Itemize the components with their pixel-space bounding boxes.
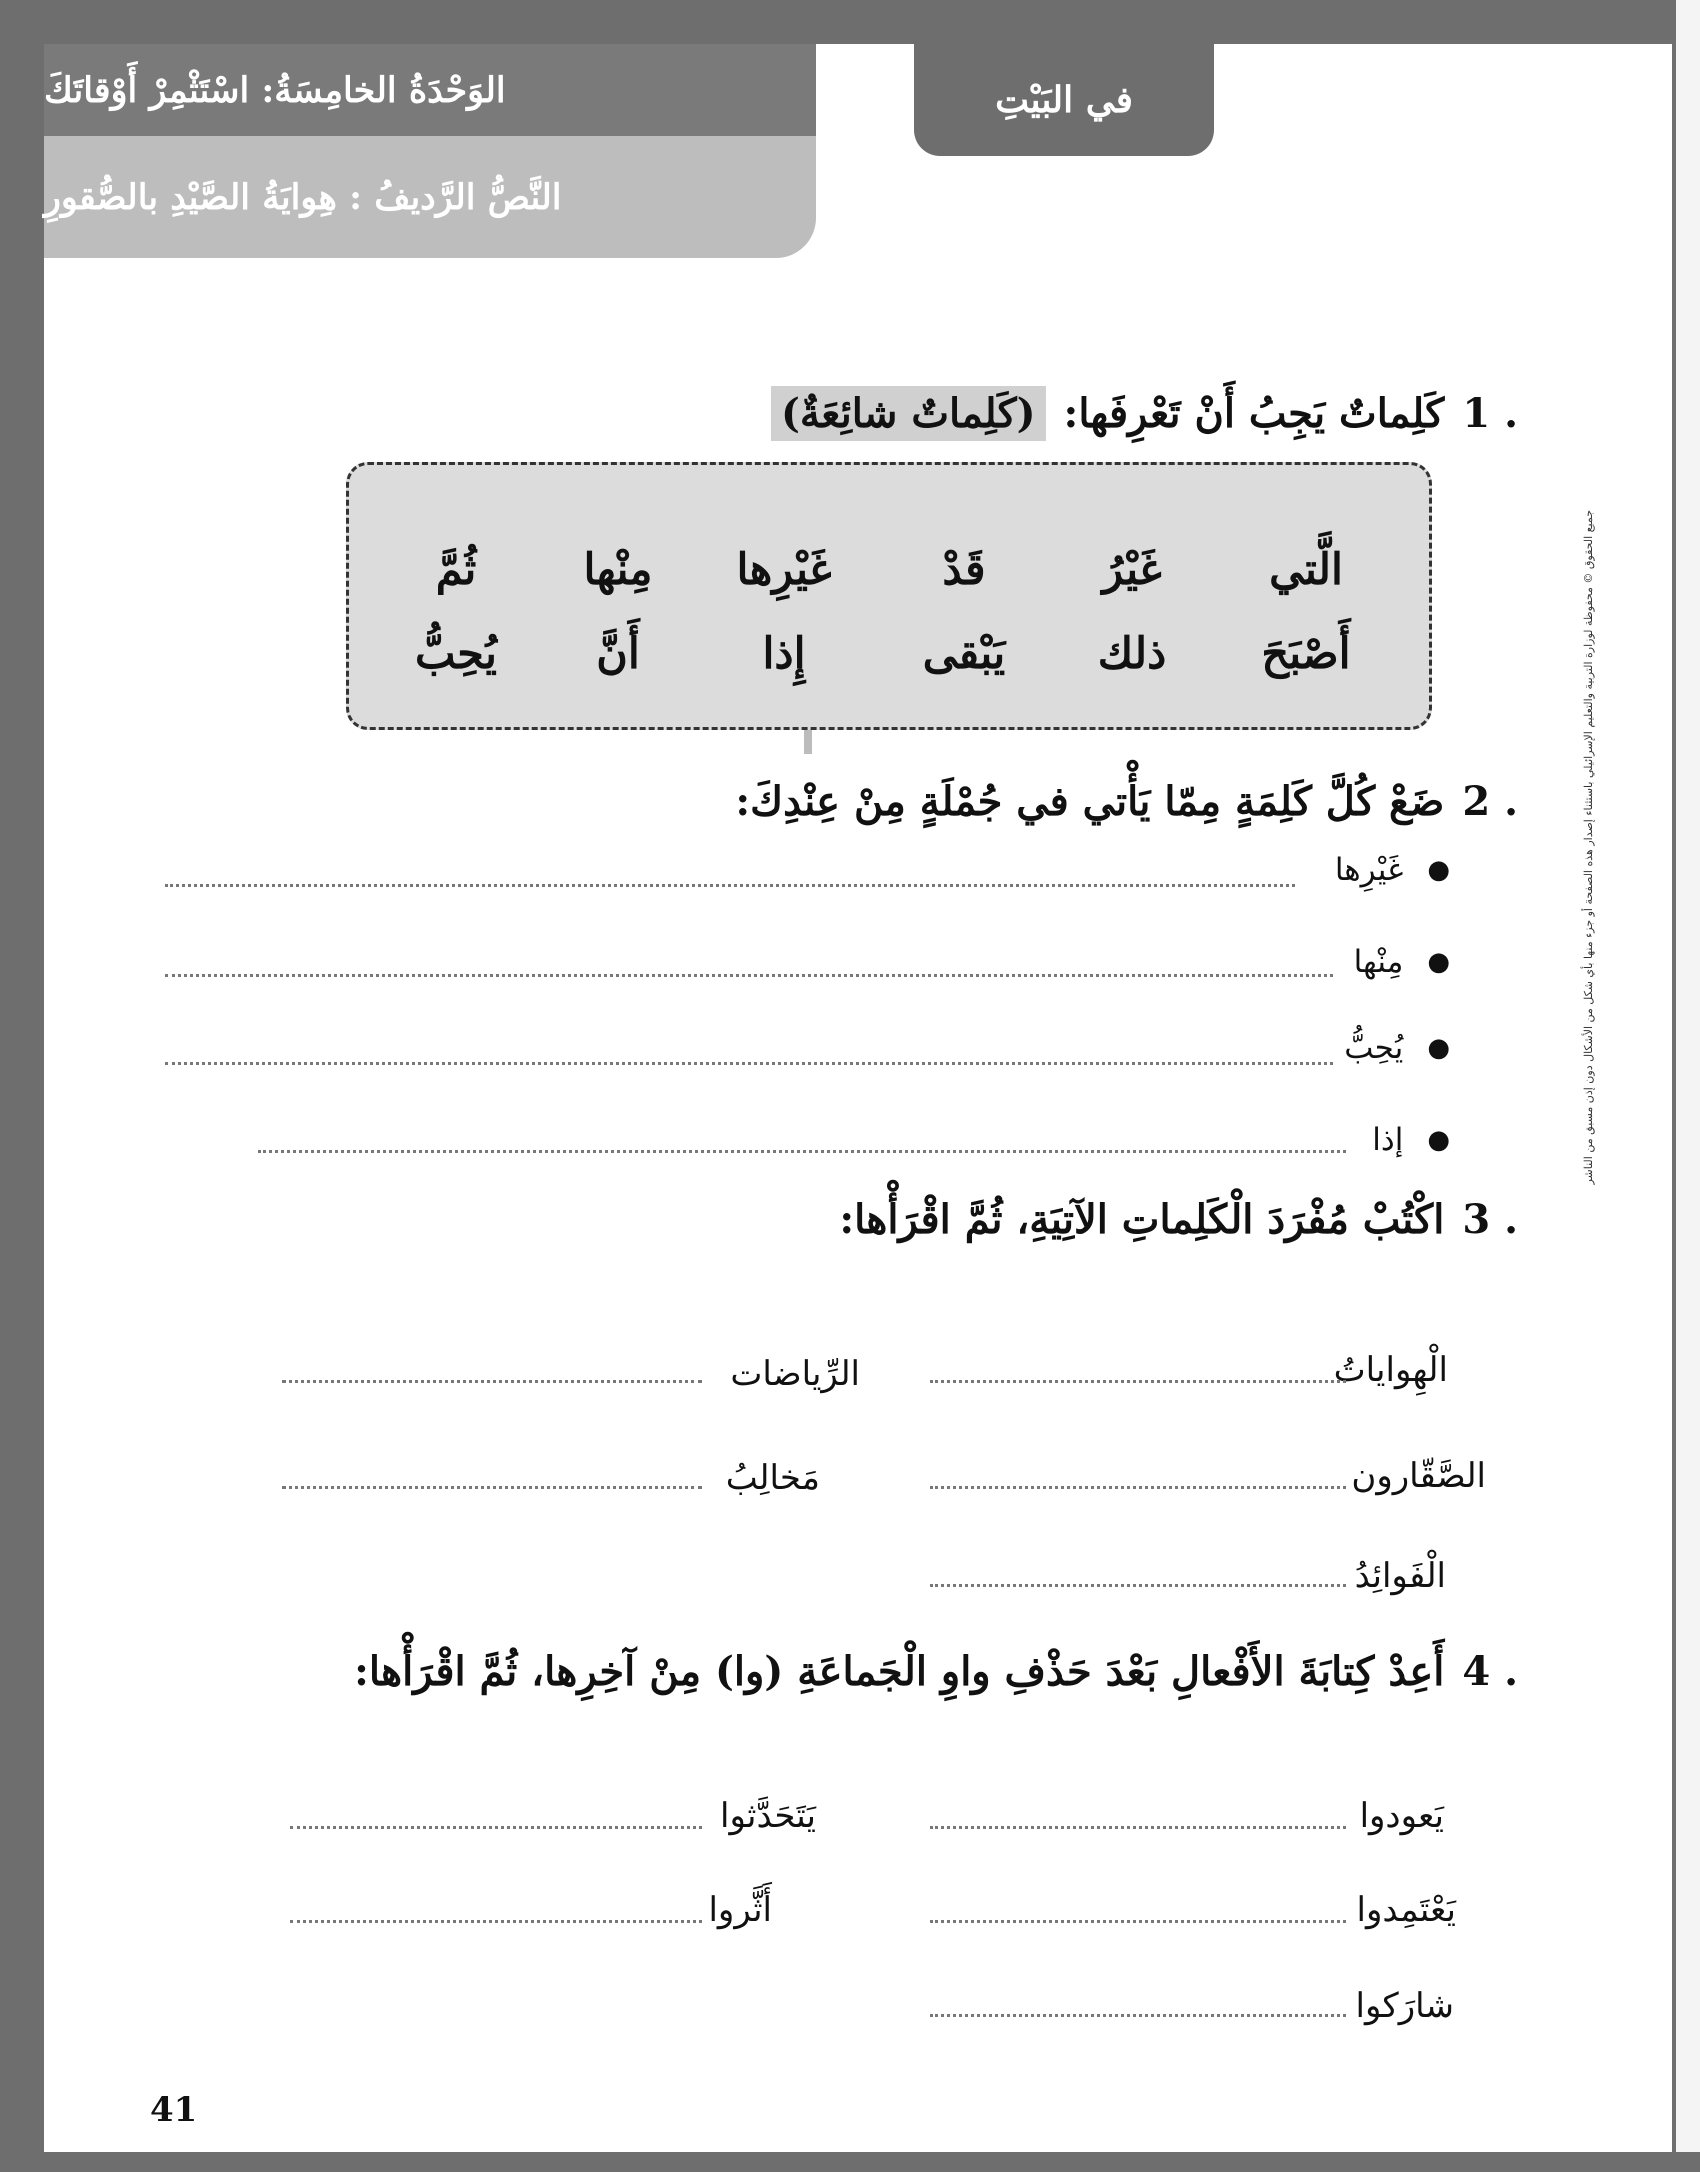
right-frame-line [1672,0,1676,2172]
page-number: 41 [150,2090,198,2130]
question-prompt: ضَعْ كُلَّ كَلِمَةٍ مِمّا يَأْتي في جُمْلَةٍ مِنْ عِنْدِكَ: [735,778,1445,825]
list-item-word: إذا [1372,1122,1404,1158]
answer-line[interactable] [258,1150,1346,1153]
word: ثُمَّ [435,545,477,595]
bullet-icon: ● [1427,1125,1450,1155]
bullet-icon: ● [1427,947,1450,977]
unit-header-bar [44,44,816,136]
bottom-frame-bar [0,2152,1700,2172]
word-entry: يَعودوا [1359,1796,1444,1836]
answer-line[interactable] [165,974,1333,977]
word: أَنَّ [596,629,640,679]
list-item [1354,944,1450,980]
answer-line[interactable] [282,1380,702,1383]
word: أَصْبَحَ [1261,629,1351,679]
bullet-icon: ● [1427,1033,1450,1063]
copyright-note [1582,510,1604,1690]
answer-line[interactable] [165,1062,1333,1065]
question-1 [771,386,1518,441]
copyright-text: جميع الحقوق © محفوظة لوزارة التربية والتعليم الإسرائيلي باستثناء إصدار هذه الصفحة أو جزء منها بأي شكل من الأشكال دون إذن مسبق من الناشر [1582,510,1595,1185]
answer-line[interactable] [282,1486,702,1489]
word-entry: الْهِواياتُ [1333,1350,1448,1390]
box-connector [804,730,812,754]
bullet-icon: ● [1427,855,1450,885]
question-2 [735,778,1518,825]
answer-line[interactable] [930,1826,1346,1829]
answer-line[interactable] [930,1584,1346,1587]
word-entry: أَثَّروا [708,1890,772,1930]
question-number: 4 . [1462,1648,1518,1695]
list-item-word: غَيْرِها [1334,852,1404,888]
tab-at-home: في البَيْتِ [914,44,1214,156]
word-entry: الرِّياضات [730,1354,860,1394]
list-item-word: يُحِبُّ [1344,1030,1404,1066]
question-number: 2 . [1462,778,1518,825]
answer-line[interactable] [290,1920,702,1923]
word: مِنْها [583,545,653,595]
word: يُحِبُّ [415,629,497,679]
answer-line[interactable] [930,2014,1346,2017]
top-frame-bar [0,0,1700,44]
list-item [1344,1030,1450,1066]
right-margin [1672,0,1700,2172]
question-4 [354,1648,1518,1695]
question-number: 3 . [1462,1196,1518,1243]
word: ذلك [1097,629,1167,679]
question-prompt: أَعِدْ كِتابَةَ الأَفْعالِ بَعْدَ حَذْفِ واوِ الْجَماعَةِ (وا) مِنْ آخِرِها، ثُمَّ اقْرَأْها: [354,1648,1445,1695]
list-item [1372,1122,1450,1158]
question-prompt: كَلِماتٌ يَجِبُ أَنْ تَعْرِفَها: [1063,390,1445,437]
unit-title: الوَحْدَةُ الخامِسَةُ: اسْتَثْمِرْ أَوْقاتَكَ [44,69,506,111]
list-item [1335,852,1450,888]
word-box [346,462,1432,730]
answer-line[interactable] [165,884,1295,887]
question-3 [839,1196,1518,1243]
question-prompt: اكْتُبْ مُفْرَدَ الْكَلِماتِ الآتِيَةِ، ثُمَّ اقْرَأْها: [839,1196,1445,1243]
word: غَيْرِها [736,545,832,595]
word: قَدْ [942,545,986,595]
answer-line[interactable] [930,1380,1346,1383]
common-words-tag: (كَلِماتٌ شائِعَةٌ) [771,386,1046,441]
word-entry: مَخالِبُ [725,1458,820,1498]
word-entry: شارَكوا [1355,1986,1454,2026]
list-item-word: مِنْها [1353,944,1404,980]
word: يَبْقى [922,629,1006,679]
question-number: 1 . [1462,390,1518,437]
word: الَّتي [1269,545,1343,595]
word: غَيْرُ [1102,545,1162,595]
answer-line[interactable] [930,1920,1346,1923]
word-entry: الْفَوائِدُ [1354,1556,1446,1596]
answer-line[interactable] [930,1486,1346,1489]
word: إِذا [762,629,806,679]
word-entry: الصَّقّارون [1351,1456,1486,1496]
word-entry: يَعْتَمِدوا [1356,1890,1456,1930]
answer-line[interactable] [290,1826,702,1829]
text-title: النَّصُّ الرَّديفُ : هِوايَةُ الصَّيْدِ بالصُّقورِ [44,176,562,218]
left-frame-bar [0,0,44,2172]
word-entry: يَتَحَدَّثوا [720,1796,816,1836]
